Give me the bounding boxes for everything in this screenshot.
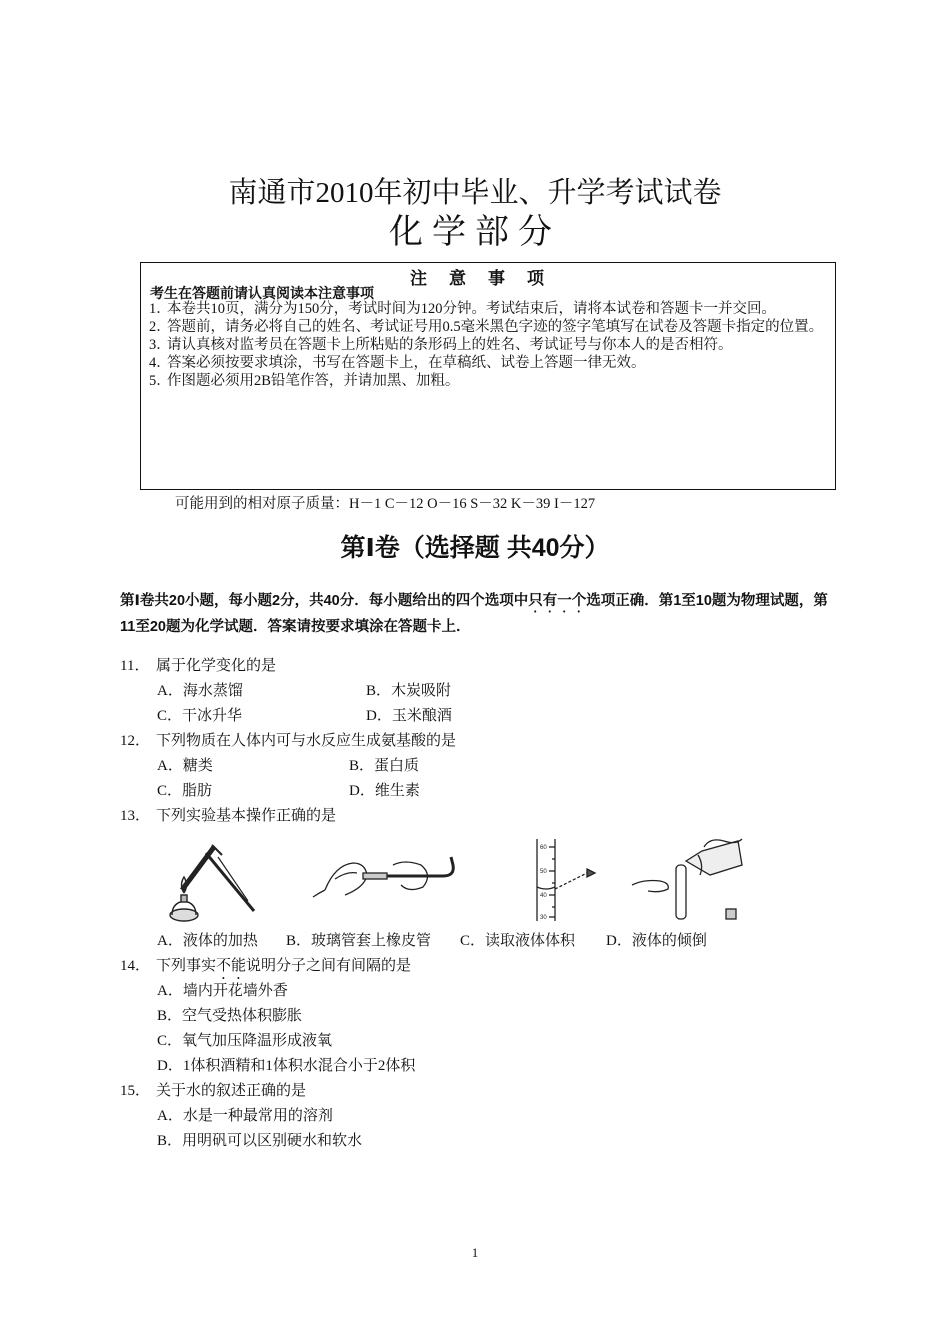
notice-item: 3． 请认真核对监考员在答题卡上所粘贴的条形码上的姓名、考试证号与你本人的是否相符。: [149, 337, 733, 353]
question-15: 15． 关于水的叙述正确的是: [120, 1083, 307, 1099]
option-a: A．水是一种最常用的溶剂: [157, 1108, 333, 1124]
emphasis-text: 只有一个: [528, 593, 587, 609]
notice-item: 4． 答案必须按要求填涂，书写在答题卡上，在草稿纸、试卷上答题一律无效。: [149, 355, 646, 371]
question-14: 14． 下列事实不能说明分子之间有间隔的是: [120, 958, 412, 974]
option-a: A．海水蒸馏: [157, 683, 243, 699]
question-12: 12． 下列物质在人体内可与水反应生成氨基酸的是: [120, 733, 457, 749]
question-13: 13． 下列实验基本操作正确的是: [120, 808, 337, 824]
option-c: C．干冰升华: [157, 708, 243, 724]
cylinder-tick-label: 60: [540, 845, 547, 851]
volume-title: 第Ⅰ卷（选择题 共40分）: [340, 534, 610, 562]
emphasis-text: 不能: [216, 958, 247, 974]
exam-title: 南通市2010年初中毕业、升学考试试卷: [228, 177, 722, 209]
rubber-tube-figure: [305, 835, 465, 905]
atomic-masses-values: H－1 C－12 O－16 S－32 K－39 I－127: [349, 496, 596, 512]
liquid-heating-figure: [160, 835, 260, 925]
cylinder-tick-label: 50: [540, 869, 547, 875]
notice-heading: 注意事项: [410, 269, 566, 288]
notice-items: [149, 300, 833, 390]
option-b: B．空气受热体积膨胀: [157, 1008, 303, 1024]
cylinder-tick-label: 30: [540, 915, 547, 921]
option-c: C．氧气加压降温形成液氧: [157, 1033, 333, 1049]
atomic-masses-label: 可能用到的相对原子质量：: [175, 496, 349, 512]
option-a: A．墙内开花墙外香: [157, 983, 288, 999]
option-b: B．蛋白质: [349, 758, 420, 774]
liquid-pouring-figure: [630, 835, 750, 925]
section-instructions: 第Ⅰ卷共20小题，每小题2分，共40分．每小题给出的四个选项中只有一个选项正确．第1至10题为物理试题，第11至20题为化学试题．答案请按要求填涂在答题卡上．: [120, 593, 828, 635]
notice-subheading: 考生在答题前请认真阅读本注意事项: [150, 285, 374, 301]
option-b: B．木炭吸附: [366, 683, 452, 699]
option-d: D．1体积酒精和1体积水混合小于2体积: [157, 1058, 416, 1074]
notice-item: 5． 作图题必须用2B铅笔作答，并请加黑、加粗。: [149, 373, 460, 389]
notice-item: 1． 本卷共10页，满分为150分，考试时间为120分钟。考试结束后，请将本试卷和答题卡一并交回。: [149, 301, 776, 317]
exam-subtitle: 化学部分: [389, 213, 561, 251]
notice-box: [140, 262, 836, 490]
notice-item: 2． 答题前，请务必将自己的姓名、考试证号用0.5毫米黑色字迹的签字笔填写在试卷及答题卡指定的位置。: [149, 319, 824, 335]
page-number: 1: [471, 1245, 479, 1260]
option-d: D．维生素: [349, 783, 420, 799]
option-c: C．读取液体体积: [460, 933, 576, 949]
option-b: B．用明矾可以区别硬水和软水: [157, 1133, 363, 1149]
cylinder-reading-figure: [525, 835, 605, 925]
option-c: C．脂肪: [157, 783, 213, 799]
cylinder-tick-label: 40: [540, 893, 547, 899]
atomic-masses: [175, 492, 595, 513]
option-a: A．糖类: [157, 758, 213, 774]
option-b: B．玻璃管套上橡皮管: [286, 933, 432, 949]
option-d: D．玉米酿酒: [366, 708, 452, 724]
option-a: A．液体的加热: [157, 933, 258, 949]
question-11: 11． 属于化学变化的是: [120, 658, 277, 674]
option-d: D．液体的倾倒: [606, 933, 707, 949]
